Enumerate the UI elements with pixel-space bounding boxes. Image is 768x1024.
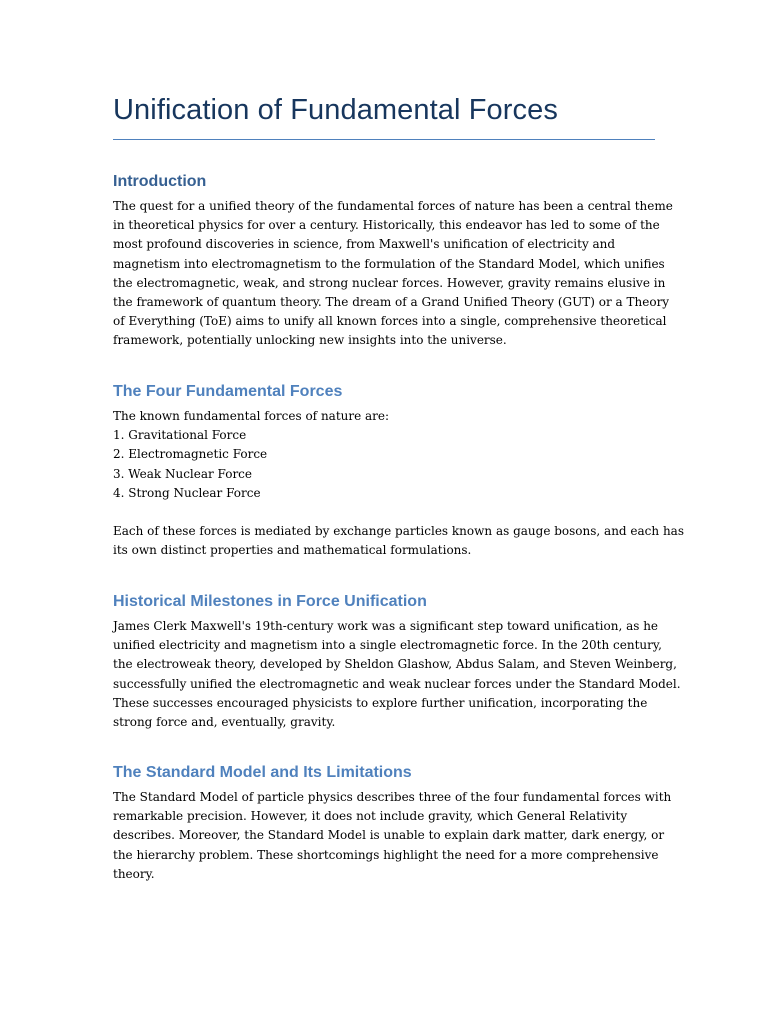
section-four-forces xyxy=(113,382,684,561)
paragraph-line: Each of these forces is mediated by exchange particles known as gauge bosons, and each has xyxy=(113,524,684,539)
title-underline xyxy=(113,139,655,140)
paragraph-line: The quest for a unified theory of the fundamental forces of nature has been a central theme xyxy=(113,199,673,213)
list-item: 2. Electromagnetic Force xyxy=(113,447,268,462)
paragraph-line: the electromagnetic, weak, and strong nuclear forces. However, gravity remains elusive in xyxy=(113,275,666,290)
paragraph-line: the hierarchy problem. These shortcomings highlight the need for a more comprehensive xyxy=(113,847,659,862)
section-paragraph xyxy=(113,617,681,732)
section-heading: Historical Milestones in Force Unification xyxy=(113,593,427,610)
paragraph-line: the electroweak theory, developed by Sheldon Glashow, Abdus Salam, and Steven Weinberg, xyxy=(113,657,677,672)
document-title: Unification of Fundamental Forces xyxy=(113,94,558,126)
paragraph-line: theory. xyxy=(113,866,155,881)
paragraph-line: the framework of quantum theory. The dream of a Grand Unified Theory (GUT) or a Theory xyxy=(113,295,670,310)
section-standard-model xyxy=(113,763,672,884)
paragraph-line: of Everything (ToE) aims to unify all known forces into a single, comprehensive theoretical xyxy=(113,314,667,329)
paragraph-line: in theoretical physics for over a century. Historically, this endeavor has led to some of the xyxy=(113,218,660,233)
paragraph-line: unified electricity and magnetism into a single electromagnetic force. In the 20th century, xyxy=(113,638,662,653)
section-paragraph xyxy=(113,197,673,351)
section-heading: Introduction xyxy=(113,173,207,190)
paragraph-line: The known fundamental forces of nature are: xyxy=(113,409,390,423)
paragraph-line: successfully unified the electromagnetic and weak nuclear forces under the Standard Model. xyxy=(113,676,681,691)
section-heading: The Four Fundamental Forces xyxy=(113,383,343,400)
paragraph-line: These successes encouraged physicists to explore further unification, incorporating the xyxy=(113,695,648,710)
paragraph-line: framework, potentially unlocking new insights into the universe. xyxy=(113,333,507,348)
list-item: 1. Gravitational Force xyxy=(113,428,247,443)
paragraph-line: its own distinct properties and mathematical formulations. xyxy=(113,543,472,558)
section-paragraph xyxy=(113,788,672,884)
paragraph-line: remarkable precision. However, it does not include gravity, which General Relativity xyxy=(113,809,628,824)
section-introduction xyxy=(113,172,673,351)
list-item: 3. Weak Nuclear Force xyxy=(113,466,253,481)
section-historical-milestones xyxy=(113,592,681,732)
paragraph-line: James Clerk Maxwell's 19th-century work was a significant step toward unification, as he xyxy=(113,619,659,633)
list-item: 4. Strong Nuclear Force xyxy=(113,485,261,500)
section-paragraph xyxy=(113,522,684,560)
section-intro-text xyxy=(113,407,655,426)
paragraph-line: The Standard Model of particle physics describes three of the four fundamental forces with xyxy=(113,790,672,804)
paragraph-line: magnetism into electromagnetism to the formulation of the Standard Model, which unifies xyxy=(113,256,665,271)
section-heading: The Standard Model and Its Limitations xyxy=(113,764,412,781)
forces-list xyxy=(113,426,655,503)
paragraph-line: strong force and, eventually, gravity. xyxy=(113,715,336,730)
paragraph-line: most profound discoveries in science, from Maxwell's unification of electricity and xyxy=(113,237,616,252)
paragraph-line: describes. Moreover, the Standard Model is unable to explain dark matter, dark energy, or xyxy=(113,828,665,843)
